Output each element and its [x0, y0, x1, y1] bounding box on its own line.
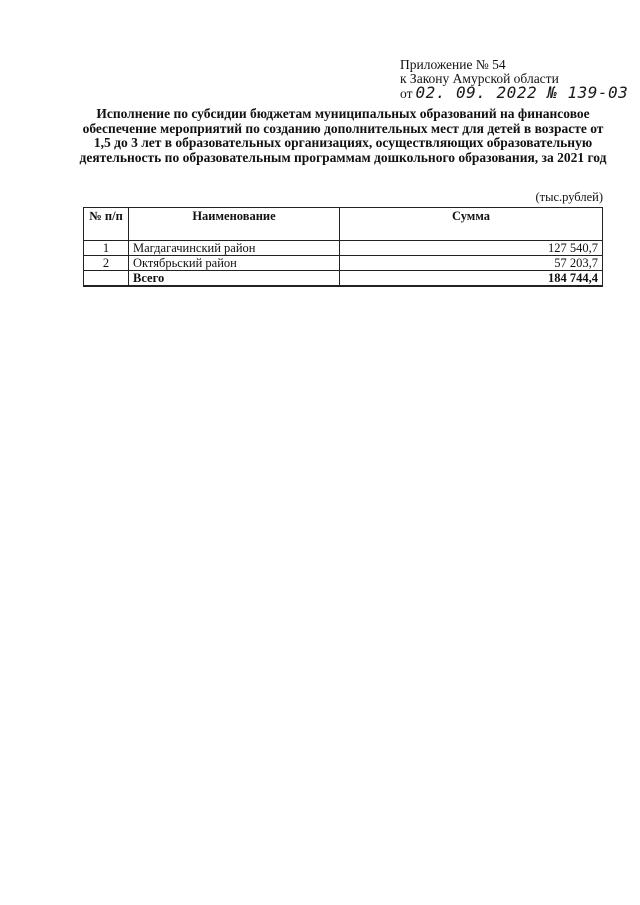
header-sum: Сумма: [340, 208, 603, 241]
table-total-row: [84, 271, 603, 287]
row-sum: 57 203,7: [340, 256, 603, 271]
appendix-date-prefix: от: [400, 86, 413, 101]
header-name: Наименование: [129, 208, 340, 241]
row-num: 2: [84, 256, 129, 271]
document-title: Исполнение по субсидии бюджетам муниципальных образований на финансовое обеспечение мероприятий по созданию дополнительных мест для детей в возрасте от 1,5 до 3 лет в образовательных организациях, осуществляющих образовательную деятельность по образовательным программам дошкольного образования, за 2021 год: [79, 106, 607, 165]
header-num: № п/п: [84, 208, 129, 241]
subsidy-table: [83, 207, 603, 287]
table-row: [84, 241, 603, 256]
total-name: Всего: [129, 271, 340, 287]
total-sum: 184 744,4: [340, 271, 603, 287]
unit-label: (тыс.рублей): [535, 190, 603, 204]
table-header-row: [84, 208, 603, 241]
handwritten-date-number: 02. 09. 2022 № 139-03: [415, 83, 629, 102]
row-name: Магдагачинский район: [129, 241, 340, 256]
appendix-number: Приложение № 54: [400, 57, 506, 72]
table-row: [84, 256, 603, 271]
row-num: 1: [84, 241, 129, 256]
appendix-header: [400, 58, 628, 101]
appendix-date-line: [400, 83, 629, 102]
row-sum: 127 540,7: [340, 241, 603, 256]
appendix-law-reference: к Закону Амурской области: [400, 71, 559, 86]
row-name: Октябрьский район: [129, 256, 340, 271]
total-num: [84, 271, 129, 287]
